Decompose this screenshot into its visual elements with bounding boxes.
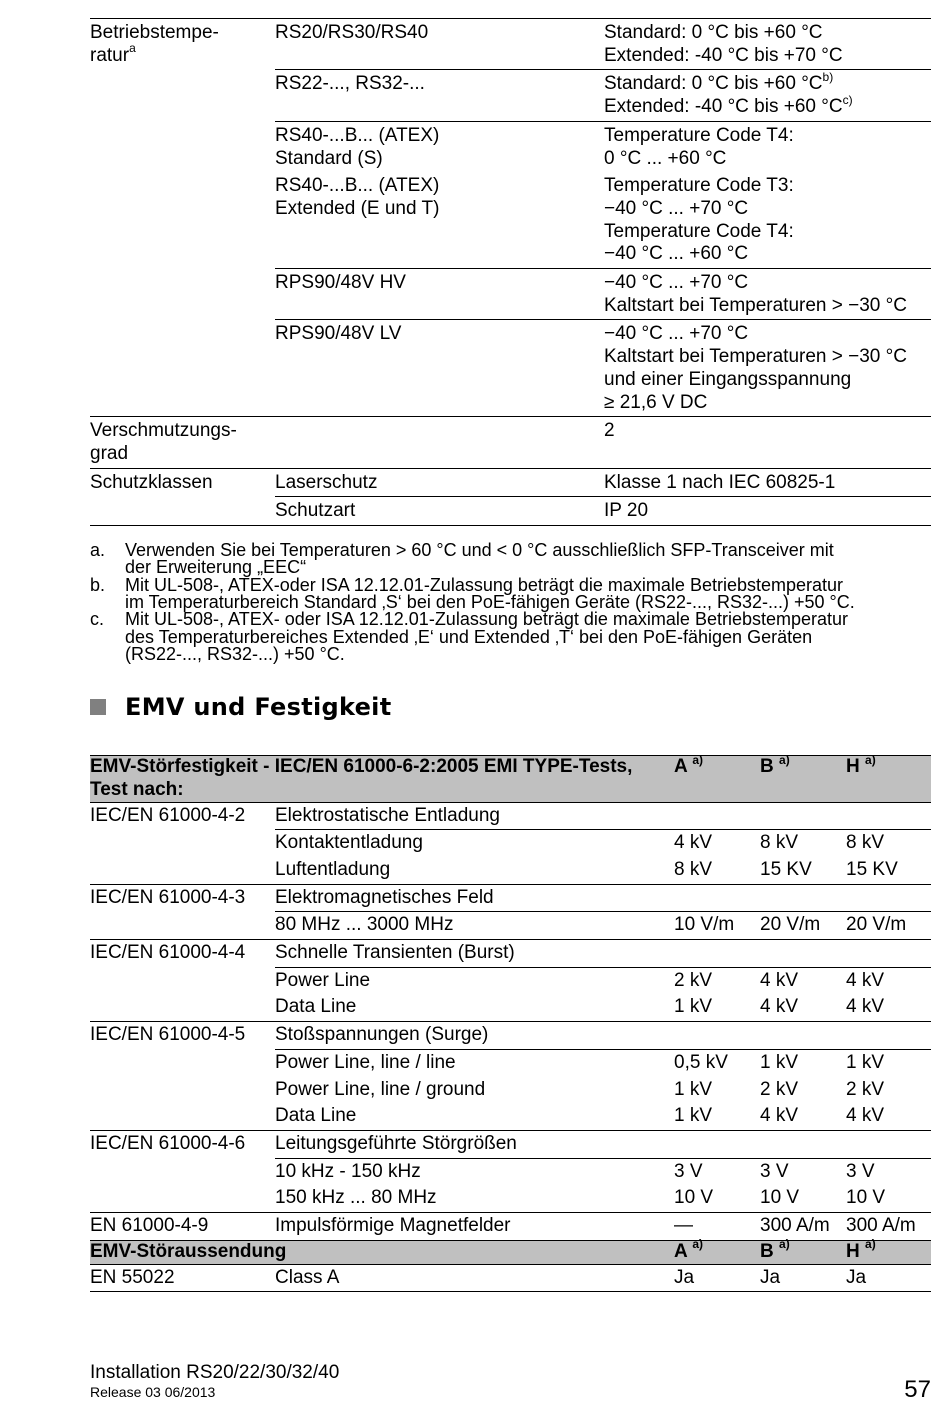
value-h-cell: 10 V bbox=[846, 1185, 931, 1212]
value-h-cell: 4 kV bbox=[846, 1103, 931, 1130]
value-h-cell: Ja bbox=[846, 1264, 931, 1292]
footnote-a: a. Verwenden Sie bei Temperaturen > 60 °C und < 0 °C ausschließlich SFP-Transceiver mit der Erweiterung „EEC“ bbox=[90, 540, 834, 578]
emv-immunity-title: EMV-Störfestigkeit - IEC/EN 61000-6-2:2005 EMI TYPE-Tests, Test nach: bbox=[90, 756, 674, 802]
value-b-cell: 20 V/m bbox=[760, 912, 846, 940]
test-name-cell: Data Line bbox=[275, 994, 674, 1021]
value-h-cell: 4 kV bbox=[846, 994, 931, 1021]
square-bullet-icon bbox=[90, 699, 106, 715]
standard-cell: EN 55022 bbox=[90, 1264, 275, 1292]
footnote-b: b. Mit UL-508-, ATEX-oder ISA 12.12.01-Zulassung beträgt die maximale Betriebstemperatur im Temperaturbereich Standard ‚S‘ bei den PoE-fähigen Geräte (RS22-..., RS32-...) +50 °C. bbox=[90, 574, 855, 612]
test-title-cell: Stoßspannungen (Surge) bbox=[275, 1024, 489, 1046]
standard-cell: IEC/EN 61000-4-4 bbox=[90, 940, 275, 1022]
value-b-cell: 4 kV bbox=[760, 994, 846, 1021]
test-title-cell: Elektrostatische Entladung bbox=[275, 804, 500, 826]
laser-protection-label: Laserschutz bbox=[275, 468, 604, 497]
value-h-cell: 20 V/m bbox=[846, 912, 931, 940]
device-cell: RPS90/48V HV bbox=[275, 269, 604, 320]
test-title-cell: Elektromagnetisches Feld bbox=[275, 886, 494, 908]
standard-cell: IEC/EN 61000-4-6 bbox=[90, 1130, 275, 1212]
value-a-cell: — bbox=[674, 1213, 760, 1241]
table-row bbox=[90, 1264, 931, 1292]
test-name-cell: 10 kHz - 150 kHz bbox=[275, 1158, 674, 1185]
emv-table bbox=[90, 752, 931, 1292]
value-b-cell: 4 kV bbox=[760, 967, 846, 994]
test-name-cell: Luftentladung bbox=[275, 857, 674, 884]
value-b-cell: 15 KV bbox=[760, 857, 846, 884]
emv-test-group bbox=[90, 1022, 931, 1050]
test-title-cell: Schnelle Transienten (Burst) bbox=[275, 942, 515, 964]
device-cell: RS40-...B... (ATEX) Extended (E und T) bbox=[275, 172, 604, 268]
column-b-header: B $^{a)}$ bbox=[760, 1240, 846, 1264]
value-b-cell: 4 kV bbox=[760, 1103, 846, 1130]
footer-title: Installation RS20/22/30/32/40 bbox=[90, 1362, 340, 1383]
column-h-header: H $^{a)}$ bbox=[846, 1240, 931, 1264]
value-b-cell: 8 kV bbox=[760, 830, 846, 857]
test-name-cell: Kontaktentladung bbox=[275, 830, 674, 857]
value-a-cell: 2 kV bbox=[674, 967, 760, 994]
emv-test-group bbox=[90, 1130, 931, 1158]
value-a-cell: 10 V/m bbox=[674, 912, 760, 940]
value-b-cell: 300 A/m bbox=[760, 1213, 846, 1241]
column-h-header: H $^{a)}$ bbox=[846, 756, 931, 802]
temp-value-cell: Standard: 0 °C bis +60 °C Extended: -40 °C bis +70 °C bbox=[604, 19, 931, 70]
column-b-header: B $^{a)}$ bbox=[760, 756, 846, 802]
standard-cell: EN 61000-4-9 bbox=[90, 1213, 275, 1241]
emv-emission-header bbox=[90, 1240, 931, 1264]
value-a-cell: 8 kV bbox=[674, 857, 760, 884]
test-name-cell: 150 kHz ... 80 MHz bbox=[275, 1185, 674, 1212]
footnotes bbox=[90, 542, 931, 663]
ip-rating-label: Schutzart bbox=[275, 497, 604, 526]
value-b-cell: Ja bbox=[760, 1264, 846, 1292]
protection-classes-label: Schutzklassen bbox=[90, 468, 275, 525]
standard-cell: IEC/EN 61000-4-3 bbox=[90, 884, 275, 939]
temp-value-cell: Temperature Code T4: 0 °C ... +60 °C bbox=[604, 124, 794, 169]
page-number: 57 bbox=[904, 1376, 931, 1403]
device-cell: RS20/RS30/RS40 bbox=[275, 19, 604, 70]
operating-temp-label: Betriebstempe- ratur$^a$ bbox=[90, 19, 275, 417]
value-a-cell: 1 kV bbox=[674, 1103, 760, 1130]
test-name-cell: Power Line, line / ground bbox=[275, 1078, 486, 1100]
value-b-cell: 3 V bbox=[760, 1158, 846, 1185]
value-a-cell: 4 kV bbox=[674, 830, 760, 857]
value-b-cell: 1 kV bbox=[760, 1049, 846, 1076]
emv-immunity-header bbox=[90, 756, 931, 802]
test-name-cell: Class A bbox=[275, 1264, 674, 1292]
emv-test-group bbox=[90, 940, 931, 968]
temp-value-cell: Standard: 0 °C bis +60 $^\circ C^{b)}$ Extended: -40 °C bis +60 $^\circ C^{c)}$ bbox=[604, 70, 931, 121]
ip-rating-value: IP 20 bbox=[604, 497, 931, 526]
footnote-c: c. Mit UL-508-, ATEX- oder ISA 12.12.01-Zulassung beträgt die maximale Betriebstemperatur des Temperaturbereiches Extended ‚E‘ und Extended ‚T‘ bei den PoE-fähigen Geräten (RS22-..., RS32-...) +50 °C. bbox=[90, 609, 849, 664]
footer-release: Release 03 06/2013 bbox=[90, 1384, 216, 1400]
temp-value-cell: −40 °C ... +70 °C Kaltstart bei Temperaturen > −30 °C bbox=[604, 269, 931, 320]
standard-cell: IEC/EN 61000-4-5 bbox=[90, 1022, 275, 1131]
pollution-degree-label: Verschmutzungs- grad bbox=[90, 417, 275, 468]
column-a-header: A $^{a)}$ bbox=[674, 756, 760, 802]
test-name-cell: Impulsförmige Magnetfelder bbox=[275, 1213, 674, 1241]
device-cell: RPS90/48V LV bbox=[275, 320, 604, 417]
table-row bbox=[90, 1213, 931, 1241]
page-footer bbox=[90, 1362, 931, 1403]
emv-emission-title: EMV-Störaussendung bbox=[90, 1240, 674, 1264]
column-a-header: A $^{a)}$ bbox=[674, 1240, 760, 1264]
temp-value-cell: Temperature Code T3: −40 °C ... +70 °C Temperature Code T4: −40 °C ... +60 °C bbox=[604, 172, 931, 268]
value-b-cell: 2 kV bbox=[760, 1078, 799, 1100]
value-a-cell: 3 V bbox=[674, 1158, 760, 1185]
value-a-cell: 10 V bbox=[674, 1185, 760, 1212]
test-title-cell: Leitungsgeführte Störgrößen bbox=[275, 1132, 517, 1154]
value-h-cell: 300 A/m bbox=[846, 1213, 931, 1241]
test-name-cell: 80 MHz ... 3000 MHz bbox=[275, 912, 674, 940]
value-h-cell: 15 KV bbox=[846, 857, 931, 884]
emv-test-group bbox=[90, 802, 931, 830]
device-cell: RS40-...B... (ATEX) Standard (S) bbox=[275, 124, 440, 169]
value-a-cell: 0,5 kV bbox=[674, 1049, 760, 1076]
section-heading bbox=[90, 693, 931, 721]
laser-protection-value: Klasse 1 nach IEC 60825-1 bbox=[604, 468, 931, 497]
test-name-cell: Power Line bbox=[275, 967, 674, 994]
section-title: EMV und Festigkeit bbox=[125, 693, 392, 722]
pollution-degree-value: 2 bbox=[604, 417, 931, 468]
temp-value-cell: −40 °C ... +70 °C Kaltstart bei Temperaturen > −30 °C und einer Eingangsspannung ≥ 21,6 V DC bbox=[604, 320, 931, 417]
page-content bbox=[90, 18, 931, 1292]
value-h-cell: 4 kV bbox=[846, 967, 931, 994]
test-name-cell: Data Line bbox=[275, 1103, 674, 1130]
value-a-cell: 1 kV bbox=[674, 1078, 713, 1100]
value-h-cell: 8 kV bbox=[846, 830, 931, 857]
value-b-cell: 10 V bbox=[760, 1185, 846, 1212]
temperature-table bbox=[90, 18, 931, 526]
value-h-cell: 3 V bbox=[846, 1158, 931, 1185]
value-h-cell: 1 kV bbox=[846, 1049, 931, 1076]
emv-test-group bbox=[90, 884, 931, 912]
value-a-cell: 1 kV bbox=[674, 994, 760, 1021]
device-cell: RS22-..., RS32-... bbox=[275, 70, 604, 121]
standard-cell: IEC/EN 61000-4-2 bbox=[90, 802, 275, 884]
value-h-cell: 2 kV bbox=[846, 1078, 885, 1100]
test-name-cell: Power Line, line / line bbox=[275, 1049, 674, 1076]
value-a-cell: Ja bbox=[674, 1264, 760, 1292]
